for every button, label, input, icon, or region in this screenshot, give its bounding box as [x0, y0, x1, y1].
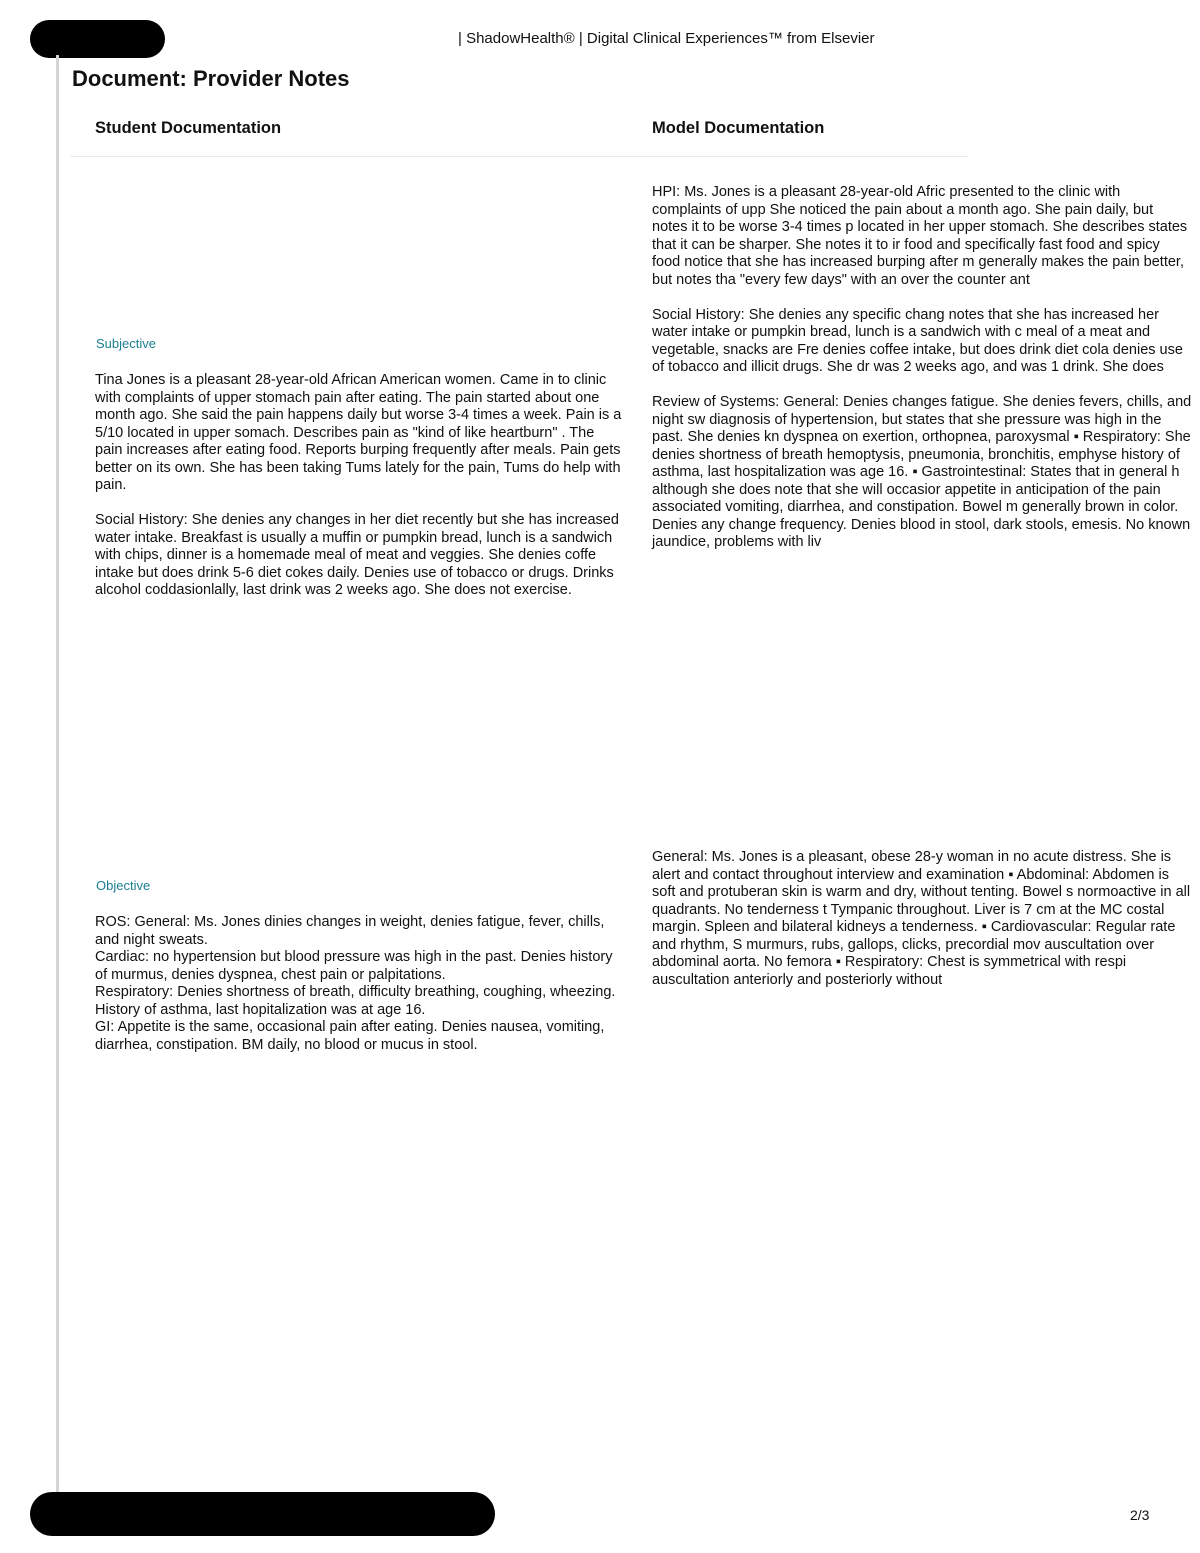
objective-section-label: Objective [96, 878, 151, 893]
redaction-mark-bottom [30, 1492, 495, 1536]
model-objective-notes [652, 849, 1191, 1099]
model-social-history-paragraph: Social History: She denies any specific chang notes that she has increased her water intake or pumpkin bread, lunch is a sandwich with c meal of a meat and vegetable, snacks are Fre denies coffee intake, but does drink diet cola denies use of tobacco and illicit drugs. She dr was 2 weeks ago, and was 1 drink. She does [652, 306, 1183, 375]
document-title: Document: Provider Notes [72, 66, 350, 91]
model-documentation-heading: Model Documentation [652, 119, 825, 137]
page-left-border [56, 55, 59, 1505]
model-subjective-notes [652, 184, 1192, 784]
redaction-mark-top [30, 20, 165, 58]
student-social-history-paragraph: Social History: She denies any changes in her diet recently but she has increased water intake. Breakfast is usually a muffin or pumpkin bread, lunch is a sandwich with chips, dinner is a homemade meal of meat and veggies. She denies coffe intake but does drink 5-6 diet cokes daily. Denies use of tobacco or drugs. Drinks alcohol coddasionlally, last drink was 2 weeks ago. She does not exercise. [95, 512, 619, 598]
column-header-divider [70, 156, 968, 157]
student-ros-general-line: ROS: General: Ms. Jones dinies changes in weight, denies fatigue, fever, chills, and night sweats. [95, 914, 605, 948]
student-ros-cardiac-line: Cardiac: no hypertension but blood pressure was high in the past. Denies history of murmus, denies dyspnea, chest pain or palpitations. [95, 949, 613, 983]
page-number: 2/3 [1130, 1507, 1150, 1523]
brand-header: | ShadowHealth® | Digital Clinical Experiences™ from Elsevier [458, 30, 875, 47]
student-documentation-heading: Student Documentation [95, 119, 282, 137]
subjective-section-label: Subjective [96, 336, 156, 351]
student-subjective-notes [95, 372, 623, 600]
student-ros-respiratory-line: Respiratory: Denies shortness of breath, difficulty breathing, coughing, wheezing. History of asthma, last hopitalization was at age 16. [95, 984, 616, 1018]
model-review-of-systems-paragraph: Review of Systems: General: Denies changes fatigue. She denies fevers, chills, and night sw diagnosis of hypertension, but states that she pressure was high in the past. She denies kn dyspnea on exertion, orthopnea, paroxysmal ▪ Respiratory: She denies shortness of breath hemoptysis, pneumonia, bronchitis, emphyse history of asthma, last hospitalization was age 16. ▪ Gastrointestinal: States that in general h although she does note that she will occasior appetite in anticipation of the pain associated vomiting, diarrhea, and constipation. Bowel m generally brown in color. Denies any change frequency. Denies blood in stool, dark stools, emesis. No known jaundice, problems with liv [652, 394, 1192, 550]
student-hpi-paragraph: Tina Jones is a pleasant 28-year-old African American women. Came in to clinic with complaints of upper stomach pain after eating. The pain started about one month ago. She said the pain happens daily but worse 3-4 times a week. Pain is a 5/10 located in upper somach. Describes pain as "kind of like heartburn" . The pain increases after eating food. Reports burping frequently after meals. Pain gets better on its own. She has been taking Tums lately for the pain, Tums do help with pain. [95, 372, 622, 493]
model-hpi-paragraph: HPI: Ms. Jones is a pleasant 28-year-old Afric presented to the clinic with complaints of upp She noticed the pain about a month ago. She pain daily, but notes it to be worse 3-4 times p located in her upper stomach. She describes states that it can be sharper. She notes it to ir food and specifically fast food and spicy food notice that she has increased burping after m generally makes the pain better, but notes tha "every few days" with an over the counter ant [652, 184, 1188, 288]
model-physical-exam-paragraph: General: Ms. Jones is a pleasant, obese 28-y woman in no acute distress. She is alert and contact throughout interview and examination ▪ Abdominal: Abdomen is soft and protuberan skin is warm and dry, without tenting. Bowel s normoactive in all quadrants. No tenderness t Tympanic throughout. Liver is 7 cm at the MC costal margin. Spleen and bilateral kidneys a tenderness. ▪ Cardiovascular: Regular rate and rhythm, S murmurs, rubs, gallops, clicks, precordial mov auscultation over abdominal aorta. No femora ▪ Respiratory: Chest is symmetrical with respi auscultation anteriorly and posteriorly without [652, 849, 1191, 988]
student-objective-notes [95, 914, 623, 1054]
student-ros-gi-line: GI: Appetite is the same, occasional pain after eating. Denies nausea, vomiting, diarrhea, constipation. BM daily, no blood or mucus in stool. [95, 1019, 605, 1053]
